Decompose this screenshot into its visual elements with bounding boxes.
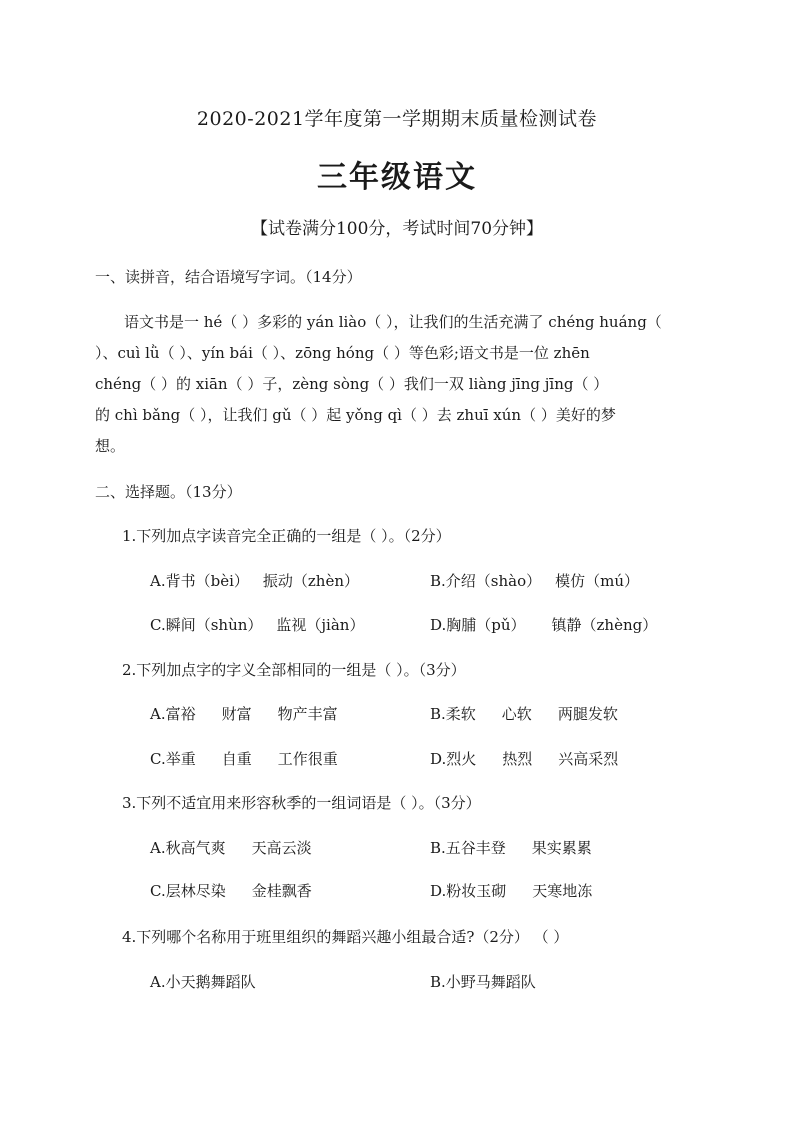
option-d	[430, 880, 592, 901]
pinyin-line: 的 chì bǎng（ ），让我们 gǔ（ ）起 yǒng qì（ ）去 zhuī xún（ ）美好的梦	[95, 406, 616, 424]
pinyin-line: chéng（ ）的 xiān（ ）子，zèng sòng（ ）我们一双 liàng jīng jīng（ ）	[95, 375, 609, 393]
option-word: 热烈	[502, 750, 533, 768]
option-word: 物产丰富	[277, 705, 338, 723]
option-a	[150, 837, 312, 858]
option-b	[430, 837, 592, 858]
option-word: 财富	[221, 705, 252, 723]
option-c	[150, 748, 338, 769]
option-word: 金桂飘香	[251, 882, 312, 900]
option-word: B.小野马舞蹈队	[430, 973, 536, 991]
option-word: B.柔软	[430, 705, 476, 723]
option-word: 工作很重	[277, 750, 338, 768]
option-word: C.举重	[150, 750, 196, 768]
option-word: 自重	[221, 750, 252, 768]
section-1-title: 一、读拼音，结合语境写字词。（14分）	[95, 268, 362, 286]
option-word: D.烈火	[430, 750, 477, 768]
option-word: 果实累累	[531, 839, 592, 857]
pinyin-line: 想。	[95, 437, 126, 455]
option-word: 兴高采烈	[558, 750, 619, 768]
option-word: 振动（zhèn）	[262, 572, 359, 590]
option-word: A.小天鹅舞蹈队	[150, 973, 256, 991]
option-word: A.富裕	[150, 705, 196, 723]
option-word: A.背书（bèi）	[150, 572, 249, 590]
option-word: 模仿（mú）	[555, 572, 640, 590]
question-4-stem: 4.下列哪个名称用于班里组织的舞蹈兴趣小组最合适?（2分） （ ）	[122, 928, 569, 946]
option-a	[150, 703, 338, 724]
option-word: C.层林尽染	[150, 882, 226, 900]
option-word: 两腿发软	[557, 705, 618, 723]
option-b	[430, 570, 639, 591]
option-b	[430, 703, 618, 724]
question-1-stem: 1.下列加点字读音完全正确的一组是（ ）。（2分）	[122, 527, 451, 545]
option-word: B.五谷丰登	[430, 839, 506, 857]
exam-title: 2020-2021学年度第一学期期末质量检测试卷	[196, 108, 598, 130]
option-d	[430, 748, 618, 769]
question-3-stem: 3.下列不适宜用来形容秋季的一组词语是（ ）。（3分）	[122, 794, 481, 812]
pinyin-line: ）、cuì lǜ（ ）、yín bái（ ）、zōng hóng（ ）等色彩;语文书是一位 zhēn	[95, 344, 590, 362]
option-a	[150, 570, 359, 591]
exam-info: 【试卷满分100分，考试时间70分钟】	[250, 219, 544, 239]
option-a	[150, 971, 256, 992]
option-b	[430, 971, 536, 992]
option-word: 天高云淡	[251, 839, 312, 857]
option-word: B.介绍（shào）	[430, 572, 542, 590]
option-word: 天寒地冻	[532, 882, 593, 900]
option-c	[150, 880, 312, 901]
option-word: 镇静（zhèng）	[551, 616, 658, 634]
question-2-stem: 2.下列加点字的字义全部相同的一组是（ ）。（3分）	[122, 661, 466, 679]
section-2-title: 二、选择题。（13分）	[95, 483, 242, 501]
option-word: A.秋高气爽	[150, 839, 226, 857]
option-d	[430, 614, 657, 635]
option-c	[150, 614, 364, 635]
option-word: D.胸脯（pǔ）	[430, 616, 526, 634]
subject-title: 三年级语文	[317, 160, 477, 195]
option-word: 监视（jiàn）	[276, 616, 365, 634]
option-word: 心软	[501, 705, 532, 723]
option-word: C.瞬间（shùn）	[150, 616, 263, 634]
pinyin-line: 语文书是一 hé（ ）多彩的 yán liào（ ），让我们的生活充满了 chéng huáng（	[124, 313, 662, 331]
option-word: D.粉妆玉砌	[430, 882, 507, 900]
